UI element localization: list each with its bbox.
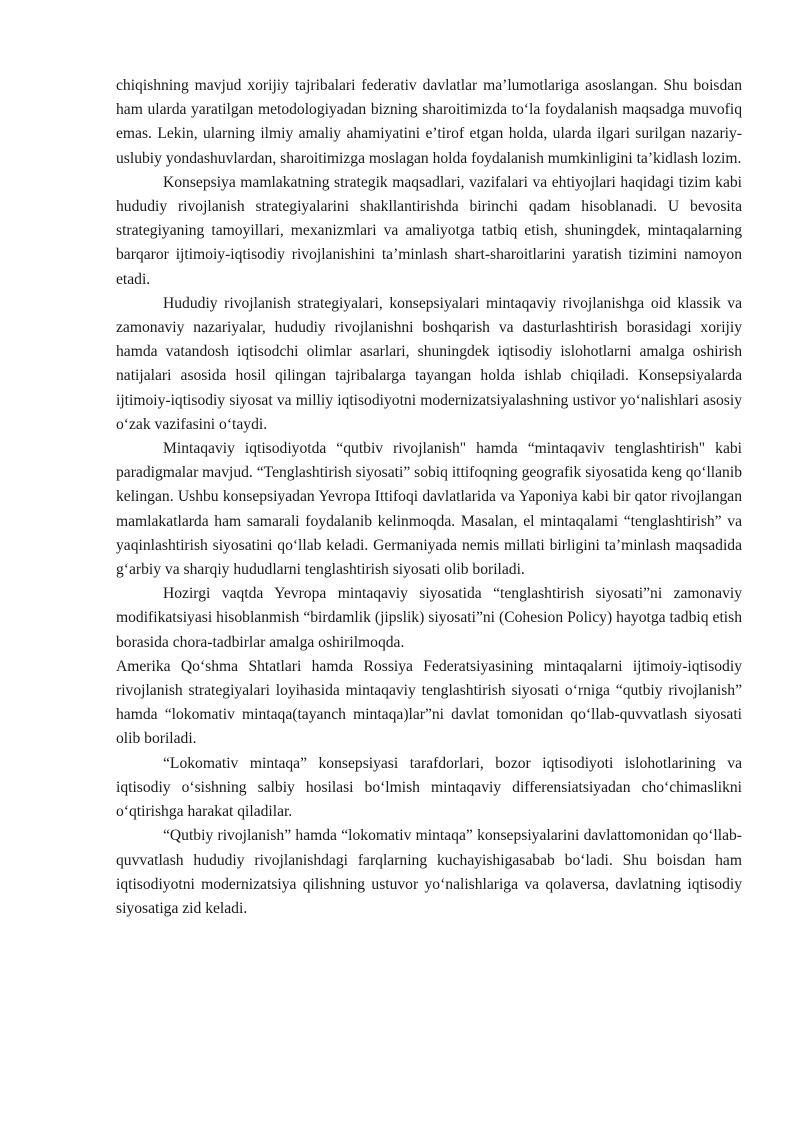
- paragraph-7: “Lokomativ mintaqa” konsepsiyasi tarafdorlari, bozor iqtisodiyoti islohotlarining va iqtisodiy o‘sishning salbiy hosilasi bo‘lmish mintaqaviy differensiatsiyadan cho‘chimaslikni o‘qtirishga harakat qiladilar.: [116, 754, 742, 821]
- paragraph-3: Hududiy rivojlanish strategiyalari, konsepsiyalari mintaqaviy rivojlanishga oid klassik va zamonaviy nazariyalar, hududiy rivojlanishni boshqarish va dasturlashtirish borasidagi xorijiy hamda vatandosh iqtisodchi olimlar asarlari, shuningdek iqtisodiy islohotlarni amalga oshirish natijalari asosida hosil qilingan tajribalarga tayangan holda ishlab chiqiladi. Konsepsiyalarda ijtimoiy-iqtisodiy siyosat va milliy iqtisodiyotni modernizatsiyalashning ustivor yo‘nalishlari asosiy o‘zak vazifasini o‘taydi.: [116, 294, 742, 433]
- paragraph-4: Mintaqaviy iqtisodiyotda “qutbiv rivojlanish" hamda “mintaqaviv tenglashtirish" kabi paradigmalar mavjud. “Tenglashtirish siyosati” sobiq ittifoqning geografik siyosatida keng qo‘llanib kelingan. Ushbu konsepsiyadan Yevropa Ittifoqi davlatlarida va Yaponiya kabi bir qator rivojlangan mamlakatlarda ham samarali foydalanib kelinmoqda. Masalan, el mintaqalami “tenglashtirish” va yaqinlashtirish siyosatini qo‘llab keladi. Germaniyada nemis millati birligini ta’minlash maqsadida g‘arbiy va sharqiy hududlarni tenglashtirish siyosati olib boriladi.: [116, 440, 742, 579]
- paragraph-6: Amerika Qo‘shma Shtatlari hamda Rossiya Federatsiyasining mintaqalarni ijtimoiy-iqtisodiy rivojlanish strategiyalari loyihasida mintaqaviy tenglashtirish siyosati o‘rniga “qutbiy rivojlanish” hamda “lokomativ mintaqa(tayanch mintaqa)lar”ni davlat tomonidan qo‘llab-quvvatlash siyosati olib boriladi.: [116, 657, 742, 748]
- paragraph-1: chiqishning mavjud xorijiy tajribalari federativ davlatlar ma’lumotlariga asoslangan. Shu boisdan ham ularda yaratilgan metodologiyadan bizning sharoitimizda to‘la foydalanish maqsadga muvofiq emas. Lekin, ularning ilmiy amaliy ahamiyatini e’tirof etgan holda, ularda ilgari surilgan nazariy-uslubiy yondashuvlardan, sharoitimizga moslagan holda foydalanish mumkinligini ta’kidlash lozim.: [116, 77, 742, 167]
- paragraph-2: Konsepsiya mamlakatning strategik maqsadlari, vazifalari va ehtiyojlari haqidagi tizim kabi hududiy rivojlanish strategiyalarini shakllantirishda birinchi qadam hisoblanadi. U bevosita strategiyaning tamoyillari, mexanizmlari va amaliyotga tatbiq etish, shuningdek, mintaqalarning barqaror ijtimoiy-iqtisodiy rivojlanishini ta’minlash shart-sharoitlarini yaratish tizimini namoyon etadi.: [116, 173, 742, 288]
- document-page: [116, 74, 742, 921]
- paragraph-5: Hozirgi vaqtda Yevropa mintaqaviy siyosatida “tenglashtirish siyosati”ni zamonaviy modifikatsiyasi hisoblanmish “birdamlik (jipslik) siyosati”ni (Cohesion Policy) hayotga tadbiq etish borasida chora-tadbirlar amalga oshirilmoqda.: [116, 585, 742, 651]
- paragraph-8: “Qutbiy rivojlanish” hamda “lokomativ mintaqa” konsepsiyalarini davlattomonidan qo‘llab-quvvatlash hududiy rivojlanishdagi farqlarning kuchayishigasabab bo‘ladi. Shu boisdan ham iqtisodiyotni modernizatsiya qilishning ustuvor yo‘nalishlariga va qolaversa, davlatning iqtisodiy siyosatiga zid keladi.: [116, 827, 742, 917]
